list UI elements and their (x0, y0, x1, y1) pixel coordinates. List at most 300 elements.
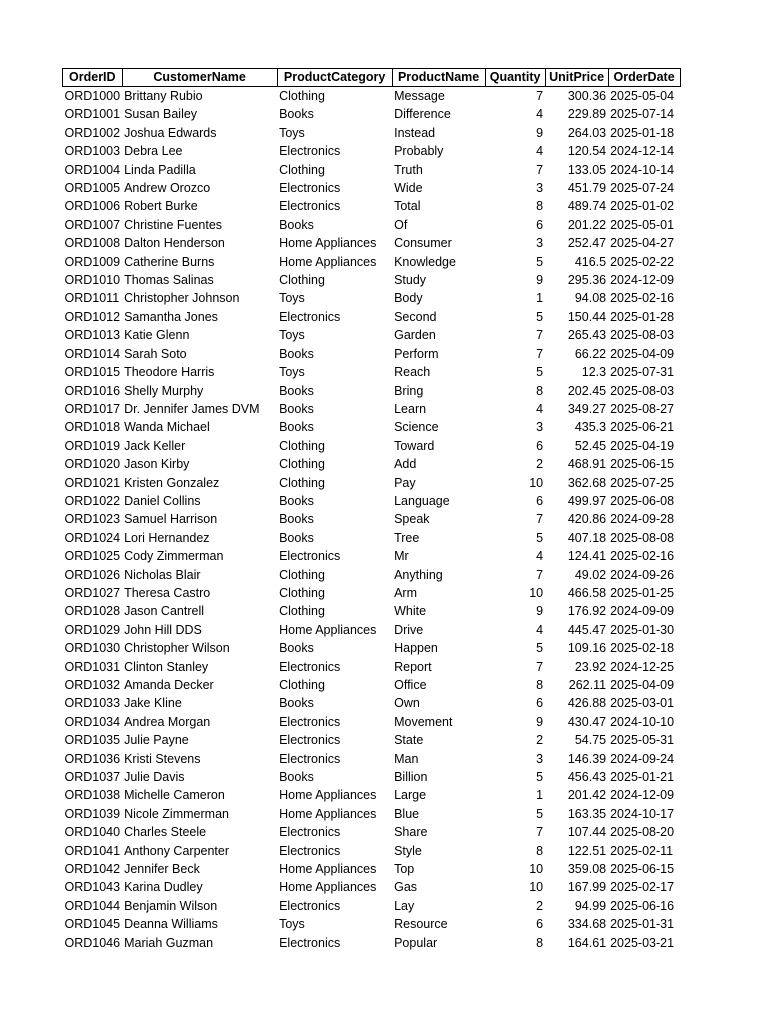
cell-customer-name: Shelly Murphy (124, 383, 204, 398)
table-row (63, 621, 681, 639)
cell-product-category: Toys (279, 365, 305, 380)
table-row (63, 639, 681, 657)
cell-quantity: 8 (536, 678, 544, 692)
cell-order-date: 2025-07-14 (610, 107, 675, 122)
cell-customer-name: Cody Zimmerman (124, 549, 224, 564)
table-row (63, 694, 681, 712)
cell-unit-price: 416.5 (574, 254, 607, 269)
cell-product-name: Gas (394, 880, 418, 895)
table-row (63, 878, 681, 896)
cell-order-date: 2025-05-01 (610, 217, 675, 232)
cell-quantity: 5 (536, 770, 544, 785)
cell-order-id: ORD1018 (64, 420, 121, 435)
cell-order-date: 2025-05-31 (610, 733, 675, 748)
cell-order-date: 2025-01-18 (610, 125, 675, 140)
cell-order-id: ORD1036 (64, 751, 121, 766)
cell-customer-name: Julie Payne (124, 733, 189, 748)
cell-product-category: Home Appliances (279, 236, 377, 251)
cell-unit-price: 52.45 (574, 438, 607, 453)
table-row (63, 750, 681, 768)
table-row (63, 418, 681, 436)
cell-product-name: Second (394, 309, 437, 324)
cell-order-date: 2025-04-09 (610, 678, 675, 692)
cell-order-date: 2025-01-31 (610, 917, 675, 932)
cell-unit-price: 264.03 (567, 125, 607, 140)
cell-product-name: Total (394, 199, 421, 214)
cell-customer-name: Samuel Harrison (124, 512, 218, 527)
table-row (63, 713, 681, 731)
cell-customer-name: Dr. Jennifer James DVM (124, 401, 260, 416)
cell-unit-price: 107.44 (567, 825, 607, 840)
cell-order-id: ORD1001 (64, 107, 121, 122)
cell-customer-name: Samantha Jones (124, 309, 218, 324)
cell-product-name: Body (394, 291, 423, 306)
cell-product-name: Mr (394, 549, 409, 564)
cell-order-id: ORD1039 (64, 806, 121, 821)
cell-customer-name: Christopher Johnson (124, 291, 240, 306)
cell-order-id: ORD1040 (64, 825, 121, 840)
table-row (63, 510, 681, 528)
cell-quantity: 2 (536, 733, 544, 748)
cell-quantity: 10 (529, 862, 544, 877)
cell-unit-price: 252.47 (567, 236, 607, 251)
cell-customer-name: Theresa Castro (124, 585, 211, 600)
cell-order-id: ORD1005 (64, 181, 121, 196)
cell-product-category: Electronics (279, 935, 341, 950)
cell-quantity: 9 (536, 125, 544, 140)
cell-product-name: Knowledge (394, 254, 456, 269)
cell-product-category: Clothing (279, 604, 325, 619)
cell-order-id: ORD1031 (64, 659, 121, 674)
cell-product-name: Style (394, 843, 422, 858)
cell-order-date: 2025-04-19 (610, 438, 675, 453)
cell-order-date: 2025-03-01 (610, 696, 675, 711)
cell-order-id: ORD1011 (64, 291, 120, 306)
cell-customer-name: Christopher Wilson (124, 641, 230, 656)
cell-product-name: Movement (394, 714, 453, 729)
table-row (63, 602, 681, 620)
cell-product-name: Lay (394, 898, 415, 913)
cell-order-id: ORD1033 (64, 696, 121, 711)
cell-product-name: Pay (394, 475, 416, 490)
cell-order-id: ORD1028 (64, 604, 121, 619)
cell-order-id: ORD1002 (64, 125, 121, 140)
cell-customer-name: Benjamin Wilson (124, 898, 218, 913)
table-row (63, 87, 681, 106)
table-row (63, 455, 681, 473)
cell-customer-name: Joshua Edwards (124, 125, 217, 140)
header-product-name: ProductName (392, 69, 485, 87)
cell-quantity: 2 (536, 457, 544, 472)
cell-customer-name: John Hill DDS (124, 622, 202, 637)
cell-quantity: 6 (536, 917, 544, 932)
cell-quantity: 2 (536, 898, 544, 913)
cell-customer-name: Karina Dudley (124, 880, 203, 895)
cell-order-id: ORD1044 (64, 898, 121, 913)
cell-customer-name: Nicholas Blair (124, 567, 201, 582)
table-row (63, 823, 681, 841)
cell-unit-price: 466.58 (567, 585, 607, 600)
cell-unit-price: 23.92 (574, 659, 607, 674)
table-row (63, 676, 681, 694)
cell-quantity: 5 (536, 530, 544, 545)
cell-order-id: ORD1010 (64, 273, 121, 288)
cell-unit-price: 295.36 (567, 273, 607, 288)
cell-customer-name: Theodore Harris (124, 365, 215, 380)
cell-product-category: Home Appliances (279, 254, 377, 269)
cell-unit-price: 435.3 (574, 420, 607, 435)
cell-unit-price: 124.41 (567, 549, 607, 564)
cell-product-category: Clothing (279, 585, 325, 600)
cell-product-category: Electronics (279, 144, 341, 159)
cell-unit-price: 456.43 (567, 770, 607, 785)
cell-quantity: 3 (536, 181, 544, 196)
cell-product-category: Home Appliances (279, 806, 377, 821)
cell-customer-name: Michelle Cameron (124, 788, 225, 803)
header-unit-price: UnitPrice (545, 69, 608, 87)
cell-quantity: 5 (536, 806, 544, 821)
cell-product-name: Tree (394, 530, 420, 545)
cell-order-date: 2025-08-20 (610, 825, 675, 840)
cell-product-category: Books (279, 696, 314, 711)
cell-order-date: 2025-04-27 (610, 236, 675, 251)
table-row (63, 142, 681, 160)
table-row (63, 216, 681, 234)
cell-order-id: ORD1009 (64, 254, 121, 269)
cell-product-category: Electronics (279, 714, 341, 729)
cell-unit-price: 164.61 (567, 935, 607, 950)
table-row (63, 897, 681, 915)
table-row (63, 289, 681, 307)
table-row (63, 179, 681, 197)
cell-product-category: Home Appliances (279, 622, 377, 637)
cell-unit-price: 262.11 (568, 678, 607, 692)
cell-product-name: Large (394, 788, 427, 803)
table-row (63, 124, 681, 142)
cell-customer-name: Kristen Gonzalez (124, 475, 220, 490)
cell-quantity: 10 (529, 585, 544, 600)
cell-product-name: Wide (394, 181, 423, 196)
cell-order-date: 2025-02-18 (610, 641, 675, 656)
cell-order-date: 2025-01-28 (610, 309, 675, 324)
cell-unit-price: 407.18 (567, 530, 607, 545)
cell-order-id: ORD1019 (64, 438, 121, 453)
cell-order-id: ORD1034 (64, 714, 121, 729)
orders-table (62, 68, 681, 952)
cell-quantity: 5 (536, 365, 544, 380)
cell-quantity: 4 (536, 622, 544, 637)
cell-unit-price: 201.42 (567, 788, 607, 803)
orders-sheet (62, 68, 681, 952)
cell-unit-price: 489.74 (567, 199, 607, 214)
cell-product-category: Books (279, 107, 314, 122)
cell-customer-name: Robert Burke (124, 199, 198, 214)
table-row (63, 253, 681, 271)
cell-customer-name: Thomas Salinas (124, 273, 214, 288)
table-row (63, 492, 681, 510)
cell-quantity: 1 (536, 291, 544, 306)
cell-product-name: Science (394, 420, 439, 435)
cell-order-id: ORD1015 (64, 365, 121, 380)
cell-product-category: Books (279, 346, 314, 361)
cell-order-date: 2025-06-16 (610, 898, 675, 913)
cell-product-name: State (394, 733, 424, 748)
cell-unit-price: 54.75 (574, 733, 607, 748)
cell-customer-name: Jennifer Beck (124, 862, 200, 877)
cell-unit-price: 94.99 (574, 898, 607, 913)
cell-unit-price: 133.05 (567, 162, 607, 177)
cell-customer-name: Christine Fuentes (124, 217, 223, 232)
cell-product-category: Books (279, 383, 314, 398)
cell-order-date: 2025-08-03 (610, 383, 675, 398)
table-row (63, 566, 681, 584)
cell-order-id: ORD1020 (64, 457, 121, 472)
cell-product-category: Clothing (279, 678, 325, 692)
table-header (63, 69, 681, 87)
cell-product-name: Arm (394, 585, 418, 600)
cell-product-category: Clothing (279, 162, 325, 177)
cell-product-name: Own (394, 696, 420, 711)
table-row (63, 768, 681, 786)
cell-order-date: 2025-05-04 (610, 89, 675, 103)
cell-quantity: 4 (536, 107, 544, 122)
cell-quantity: 10 (529, 880, 544, 895)
table-body (63, 87, 681, 953)
cell-customer-name: Andrew Orozco (124, 181, 211, 196)
table-row (63, 529, 681, 547)
cell-order-date: 2025-07-25 (610, 475, 675, 490)
cell-unit-price: 12.3 (581, 365, 607, 380)
cell-unit-price: 122.51 (567, 843, 607, 858)
cell-product-name: Truth (394, 162, 423, 177)
cell-product-name: Bring (394, 383, 424, 398)
cell-product-category: Electronics (279, 843, 341, 858)
cell-customer-name: Julie Davis (124, 770, 185, 785)
cell-order-id: ORD1026 (64, 567, 121, 582)
cell-product-name: Happen (394, 641, 438, 656)
cell-quantity: 4 (536, 549, 544, 564)
cell-quantity: 7 (536, 328, 544, 343)
cell-customer-name: Catherine Burns (124, 254, 215, 269)
table-row (63, 161, 681, 179)
cell-product-name: Share (394, 825, 428, 840)
table-row (63, 105, 681, 123)
cell-unit-price: 201.22 (567, 217, 607, 232)
table-row (63, 400, 681, 418)
cell-customer-name: Clinton Stanley (124, 659, 209, 674)
cell-product-category: Toys (279, 328, 305, 343)
cell-product-category: Books (279, 401, 314, 416)
table-row (63, 234, 681, 252)
cell-product-name: Language (394, 493, 450, 508)
cell-order-date: 2025-02-16 (610, 291, 675, 306)
cell-unit-price: 202.45 (567, 383, 607, 398)
cell-product-category: Clothing (279, 475, 325, 490)
cell-order-id: ORD1006 (64, 199, 121, 214)
cell-quantity: 9 (536, 604, 544, 619)
cell-product-category: Books (279, 217, 314, 232)
cell-order-id: ORD1027 (64, 585, 121, 600)
table-row (63, 934, 681, 952)
cell-quantity: 3 (536, 751, 544, 766)
cell-quantity: 7 (536, 567, 544, 582)
cell-order-id: ORD1003 (64, 144, 121, 159)
cell-quantity: 5 (536, 309, 544, 324)
cell-unit-price: 109.16 (567, 641, 607, 656)
cell-order-date: 2024-09-26 (610, 567, 675, 582)
cell-quantity: 6 (536, 696, 544, 711)
cell-order-date: 2025-04-09 (610, 346, 675, 361)
cell-order-id: ORD1004 (64, 162, 121, 177)
cell-unit-price: 176.92 (567, 604, 607, 619)
cell-order-date: 2024-12-25 (610, 659, 675, 674)
cell-product-category: Books (279, 512, 314, 527)
cell-order-id: ORD1035 (64, 733, 121, 748)
cell-order-id: ORD1041 (64, 843, 121, 858)
cell-order-date: 2024-12-14 (610, 144, 675, 159)
table-row (63, 860, 681, 878)
cell-order-id: ORD1022 (64, 493, 121, 508)
cell-product-name: Drive (394, 622, 424, 637)
cell-unit-price: 265.43 (567, 328, 607, 343)
cell-product-category: Clothing (279, 567, 325, 582)
cell-product-category: Clothing (279, 89, 325, 103)
cell-customer-name: Amanda Decker (124, 678, 214, 692)
cell-customer-name: Jake Kline (124, 696, 182, 711)
cell-product-category: Books (279, 493, 314, 508)
cell-order-date: 2024-10-10 (610, 714, 675, 729)
cell-product-category: Clothing (279, 457, 325, 472)
cell-order-date: 2025-02-16 (610, 549, 675, 564)
cell-unit-price: 430.47 (567, 714, 607, 729)
cell-order-id: ORD1037 (64, 770, 121, 785)
table-row (63, 345, 681, 363)
cell-quantity: 7 (536, 346, 544, 361)
table-row (63, 658, 681, 676)
cell-product-name: Man (394, 751, 419, 766)
cell-order-id: ORD1043 (64, 880, 121, 895)
cell-order-id: ORD1038 (64, 788, 121, 803)
cell-order-id: ORD1030 (64, 641, 121, 656)
table-row (63, 805, 681, 823)
cell-customer-name: Kristi Stevens (124, 751, 201, 766)
cell-product-name: Instead (394, 125, 436, 140)
cell-product-category: Electronics (279, 659, 341, 674)
cell-customer-name: Linda Padilla (124, 162, 196, 177)
cell-customer-name: Anthony Carpenter (124, 843, 230, 858)
cell-quantity: 9 (536, 714, 544, 729)
header-quantity: Quantity (485, 69, 545, 87)
cell-product-category: Home Appliances (279, 880, 377, 895)
cell-customer-name: Jack Keller (124, 438, 186, 453)
cell-product-category: Toys (279, 917, 305, 932)
cell-order-id: ORD1000 (64, 89, 121, 103)
cell-customer-name: Katie Glenn (124, 328, 190, 343)
cell-order-date: 2025-01-25 (610, 585, 675, 600)
cell-product-name: Blue (394, 806, 420, 821)
cell-unit-price: 420.86 (567, 512, 607, 527)
cell-quantity: 6 (536, 217, 544, 232)
table-row (63, 915, 681, 933)
cell-customer-name: Susan Bailey (124, 107, 198, 122)
cell-order-id: ORD1023 (64, 512, 121, 527)
table-row (63, 547, 681, 565)
cell-quantity: 9 (536, 273, 544, 288)
cell-quantity: 6 (536, 493, 544, 508)
cell-unit-price: 146.39 (567, 751, 607, 766)
cell-order-date: 2024-10-14 (610, 162, 675, 177)
cell-quantity: 5 (536, 254, 544, 269)
table-row (63, 382, 681, 400)
table-row (63, 308, 681, 326)
cell-customer-name: Sarah Soto (124, 346, 187, 361)
cell-quantity: 7 (536, 89, 544, 103)
cell-quantity: 10 (529, 475, 544, 490)
cell-customer-name: Dalton Henderson (124, 236, 225, 251)
cell-order-id: ORD1016 (64, 383, 121, 398)
cell-unit-price: 49.02 (574, 567, 607, 582)
cell-order-id: ORD1012 (64, 309, 121, 324)
cell-quantity: 8 (536, 935, 544, 950)
header-customer-name: CustomerName (122, 69, 277, 87)
cell-product-category: Electronics (279, 898, 341, 913)
cell-customer-name: Nicole Zimmerman (124, 806, 229, 821)
cell-order-date: 2025-06-15 (610, 457, 675, 472)
table-row (63, 326, 681, 344)
cell-quantity: 3 (536, 420, 544, 435)
table-row (63, 197, 681, 215)
cell-order-id: ORD1032 (64, 678, 121, 692)
cell-order-id: ORD1021 (64, 475, 121, 490)
cell-product-category: Electronics (279, 199, 341, 214)
cell-product-name: Anything (394, 567, 443, 582)
table-row (63, 584, 681, 602)
cell-product-category: Toys (279, 291, 305, 306)
cell-product-category: Electronics (279, 309, 341, 324)
table-row (63, 474, 681, 492)
cell-product-name: White (394, 604, 427, 619)
header-order-date: OrderDate (608, 69, 680, 87)
cell-product-name: Perform (394, 346, 439, 361)
cell-product-name: Toward (394, 438, 435, 453)
cell-unit-price: 66.22 (574, 346, 607, 361)
cell-quantity: 6 (536, 438, 544, 453)
cell-unit-price: 300.36 (567, 89, 607, 103)
cell-customer-name: Mariah Guzman (124, 935, 214, 950)
cell-order-date: 2024-10-17 (610, 806, 675, 821)
cell-order-date: 2025-02-17 (610, 880, 675, 895)
cell-order-date: 2025-02-22 (610, 254, 675, 269)
table-row (63, 437, 681, 455)
cell-quantity: 1 (536, 788, 544, 803)
cell-quantity: 8 (536, 199, 544, 214)
cell-customer-name: Jason Kirby (124, 457, 190, 472)
cell-order-id: ORD1029 (64, 622, 121, 637)
cell-unit-price: 94.08 (574, 291, 607, 306)
cell-product-category: Clothing (279, 273, 325, 288)
cell-order-id: ORD1008 (64, 236, 121, 251)
cell-order-date: 2025-08-03 (610, 328, 675, 343)
cell-product-category: Books (279, 641, 314, 656)
cell-product-category: Toys (279, 125, 305, 140)
cell-quantity: 7 (536, 162, 544, 177)
cell-quantity: 4 (536, 144, 544, 159)
cell-unit-price: 499.97 (567, 493, 607, 508)
cell-product-name: Message (394, 89, 445, 103)
cell-order-date: 2024-12-09 (610, 788, 675, 803)
cell-product-category: Books (279, 770, 314, 785)
cell-product-name: Garden (394, 328, 436, 343)
